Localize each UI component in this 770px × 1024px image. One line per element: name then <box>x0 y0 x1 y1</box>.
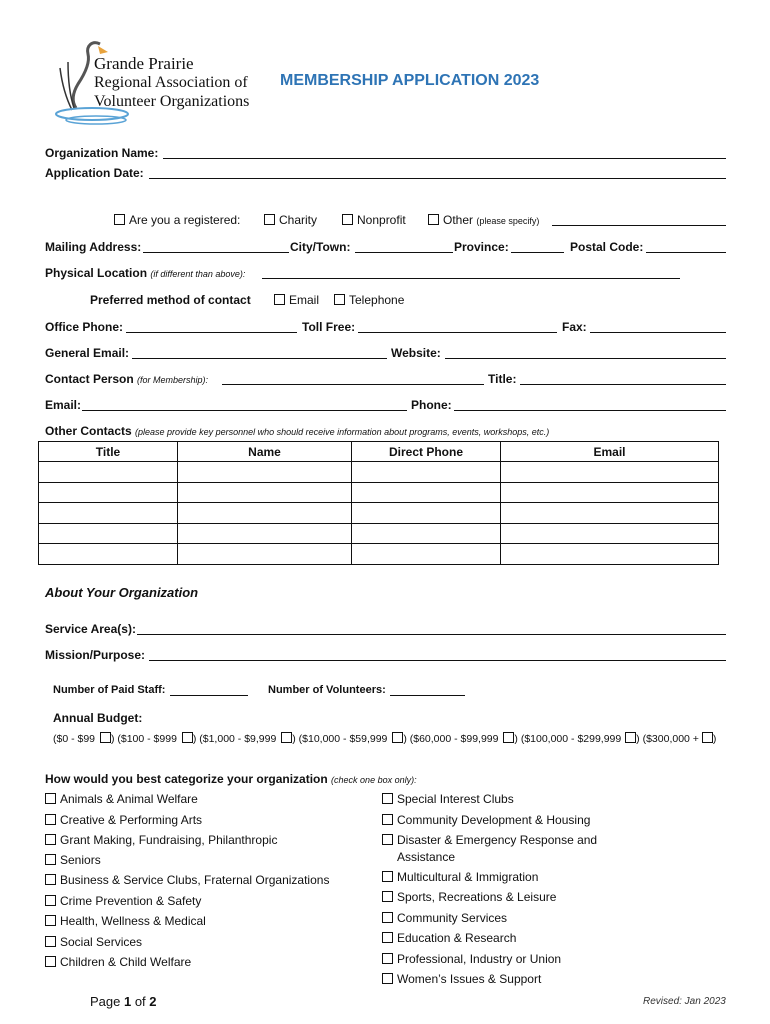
budget-options: ($0 - $99 ) ($100 - $999 ) ($1,000 - $9,999 ) ($10,000 - $59,999 ) ($60,000 - $99,999 ) ($100,000 - $299,999 ) ($300,000 + ) <box>53 733 717 745</box>
category-checkbox[interactable] <box>45 814 56 825</box>
category-option[interactable]: Disaster & Emergency Response and <box>382 833 597 847</box>
service-area-label: Service Area(s): <box>45 622 136 636</box>
nonprofit-checkbox[interactable] <box>342 214 353 225</box>
category-option[interactable]: Community Development & Housing <box>382 813 590 827</box>
pref-contact-label: Preferred method of contact <box>90 293 251 307</box>
category-checkbox[interactable] <box>382 834 393 845</box>
table-header-row <box>39 442 719 462</box>
category-option-wrap: Assistance <box>397 850 456 864</box>
paid-staff-label: Number of Paid Staff: <box>53 684 166 696</box>
category-option[interactable]: Special Interest Clubs <box>382 792 514 806</box>
category-checkbox[interactable] <box>45 854 56 865</box>
app-date-input[interactable] <box>149 178 726 179</box>
category-option[interactable]: Professional, Industry or Union <box>382 952 561 966</box>
physical-label: Physical Location (if different than above): <box>45 266 246 280</box>
postal-label: Postal Code: <box>570 240 644 254</box>
fax-input[interactable] <box>590 332 726 333</box>
email-input[interactable] <box>82 410 407 411</box>
province-input[interactable] <box>511 252 564 253</box>
other-option[interactable]: Other (please specify) <box>428 213 539 227</box>
org-name-input[interactable] <box>163 158 726 159</box>
table-cell[interactable] <box>178 462 352 483</box>
table-cell[interactable] <box>39 503 178 524</box>
toll-free-label: Toll Free: <box>302 320 356 334</box>
volunteers-label: Number of Volunteers: <box>268 684 386 696</box>
col-phone-header: Direct Phone <box>352 442 501 462</box>
table-cell[interactable] <box>178 544 352 565</box>
page-number: Page 1 of 2 <box>90 994 157 1009</box>
category-option[interactable]: Creative & Performing Arts <box>45 813 202 827</box>
logo-line-2: Regional Association of <box>94 74 248 91</box>
registered-checkbox[interactable] <box>114 214 125 225</box>
charity-option[interactable]: Charity <box>264 213 317 227</box>
postal-input[interactable] <box>646 252 726 253</box>
city-label: City/Town: <box>290 240 351 254</box>
budget-300000-plus-checkbox[interactable] <box>702 732 713 743</box>
budget-100000-299999-checkbox[interactable] <box>625 732 636 743</box>
table-row <box>39 503 719 524</box>
col-name-header: Name <box>178 442 352 462</box>
app-date-label: Application Date: <box>45 166 144 180</box>
table-cell[interactable] <box>352 523 501 544</box>
province-label: Province: <box>454 240 509 254</box>
budget-10000-59999-checkbox[interactable] <box>392 732 403 743</box>
category-option[interactable]: Health, Wellness & Medical <box>45 914 206 928</box>
table-cell[interactable] <box>39 544 178 565</box>
category-option[interactable]: Women’s Issues & Support <box>382 972 541 986</box>
general-email-label: General Email: <box>45 346 130 360</box>
col-email-header: Email <box>501 442 719 462</box>
category-checkbox[interactable] <box>382 871 393 882</box>
category-option[interactable]: Animals & Animal Welfare <box>45 792 198 806</box>
charity-checkbox[interactable] <box>264 214 275 225</box>
category-checkbox[interactable] <box>45 793 56 804</box>
category-option[interactable]: Children & Child Welfare <box>45 955 191 969</box>
table-row <box>39 482 719 503</box>
about-heading: About Your Organization <box>45 585 199 600</box>
volunteers-input[interactable] <box>390 695 465 696</box>
categorize-question: How would you best categorize your organization (check one box only): <box>45 772 417 786</box>
budget-0-99-checkbox[interactable] <box>100 732 111 743</box>
category-option[interactable]: Seniors <box>45 853 101 867</box>
revised-date: Revised: Jan 2023 <box>643 996 726 1007</box>
pref-phone-checkbox[interactable] <box>334 294 345 305</box>
email-label: Email: <box>45 398 82 412</box>
service-area-input[interactable] <box>137 634 726 635</box>
pref-email-option[interactable]: Email <box>274 293 319 307</box>
category-checkbox[interactable] <box>45 834 56 845</box>
page-title: MEMBERSHIP APPLICATION 2023 <box>280 72 540 89</box>
category-checkbox[interactable] <box>45 915 56 926</box>
paid-staff-input[interactable] <box>170 695 248 696</box>
other-contacts-table <box>38 441 719 565</box>
phone-input[interactable] <box>454 410 726 411</box>
city-input[interactable] <box>355 252 453 253</box>
table-cell[interactable] <box>501 482 719 503</box>
logo-line-1: Grande Prairie <box>94 54 194 73</box>
budget-60000-99999-checkbox[interactable] <box>503 732 514 743</box>
category-option[interactable]: Sports, Recreations & Leisure <box>382 890 556 904</box>
table-row <box>39 544 719 565</box>
category-checkbox[interactable] <box>45 956 56 967</box>
table-cell[interactable] <box>352 462 501 483</box>
category-checkbox[interactable] <box>45 874 56 885</box>
other-specify-input[interactable] <box>552 225 726 226</box>
category-checkbox[interactable] <box>382 912 393 923</box>
table-row <box>39 523 719 544</box>
toll-free-input[interactable] <box>358 332 557 333</box>
category-checkbox[interactable] <box>382 793 393 804</box>
category-checkbox[interactable] <box>45 895 56 906</box>
category-option[interactable]: Grant Making, Fundraising, Philanthropic <box>45 833 277 847</box>
category-option[interactable]: Crime Prevention & Safety <box>45 894 201 908</box>
mission-input[interactable] <box>149 660 726 661</box>
pref-email-checkbox[interactable] <box>274 294 285 305</box>
category-checkbox[interactable] <box>382 953 393 964</box>
category-option[interactable]: Social Services <box>45 935 142 949</box>
table-cell[interactable] <box>352 482 501 503</box>
other-contacts-label: Other Contacts (please provide key personnel who should receive information about programs, events, workshops, etc.) <box>45 424 550 438</box>
table-cell[interactable] <box>178 503 352 524</box>
office-phone-input[interactable] <box>126 332 297 333</box>
registered-question: Are you a registered: <box>114 213 240 227</box>
pref-phone-option[interactable]: Telephone <box>334 293 404 307</box>
mailing-label: Mailing Address: <box>45 240 142 254</box>
logo-line-3: Volunteer Organizations <box>94 93 250 110</box>
table-cell[interactable] <box>501 462 719 483</box>
mailing-input[interactable] <box>143 252 289 253</box>
budget-label: Annual Budget: <box>53 711 143 725</box>
fax-label: Fax: <box>562 320 587 334</box>
table-cell[interactable] <box>352 503 501 524</box>
col-title-header: Title <box>39 442 178 462</box>
office-phone-label: Office Phone: <box>45 320 124 334</box>
table-cell[interactable] <box>39 462 178 483</box>
table-cell[interactable] <box>501 544 719 565</box>
category-option[interactable]: Multicultural & Immigration <box>382 870 538 884</box>
category-checkbox[interactable] <box>382 973 393 984</box>
contact-person-label: Contact Person (for Membership): <box>45 372 209 386</box>
table-cell[interactable] <box>352 544 501 565</box>
category-checkbox[interactable] <box>382 932 393 943</box>
table-cell[interactable] <box>501 523 719 544</box>
table-cell[interactable] <box>39 482 178 503</box>
category-option[interactable]: Community Services <box>382 911 507 925</box>
budget-1000-9999-checkbox[interactable] <box>281 732 292 743</box>
website-label: Website: <box>391 346 441 360</box>
mission-label: Mission/Purpose: <box>45 648 146 662</box>
other-checkbox[interactable] <box>428 214 439 225</box>
category-option[interactable]: Business & Service Clubs, Fraternal Organizations <box>45 873 329 887</box>
contact-title-label: Title: <box>488 372 517 386</box>
table-cell[interactable] <box>178 482 352 503</box>
table-cell[interactable] <box>178 523 352 544</box>
table-row <box>39 462 719 483</box>
website-input[interactable] <box>445 358 726 359</box>
phone-label: Phone: <box>411 398 452 412</box>
budget-100-999-checkbox[interactable] <box>182 732 193 743</box>
contact-title-input[interactable] <box>520 384 726 385</box>
table-cell[interactable] <box>501 503 719 524</box>
category-checkbox[interactable] <box>45 936 56 947</box>
physical-input[interactable] <box>262 278 680 279</box>
contact-person-input[interactable] <box>222 384 484 385</box>
general-email-input[interactable] <box>132 358 387 359</box>
table-cell[interactable] <box>39 523 178 544</box>
category-checkbox[interactable] <box>382 891 393 902</box>
category-checkbox[interactable] <box>382 814 393 825</box>
nonprofit-option[interactable]: Nonprofit <box>342 213 406 227</box>
category-option[interactable]: Education & Research <box>382 931 516 945</box>
org-name-label: Organization Name: <box>45 146 159 160</box>
